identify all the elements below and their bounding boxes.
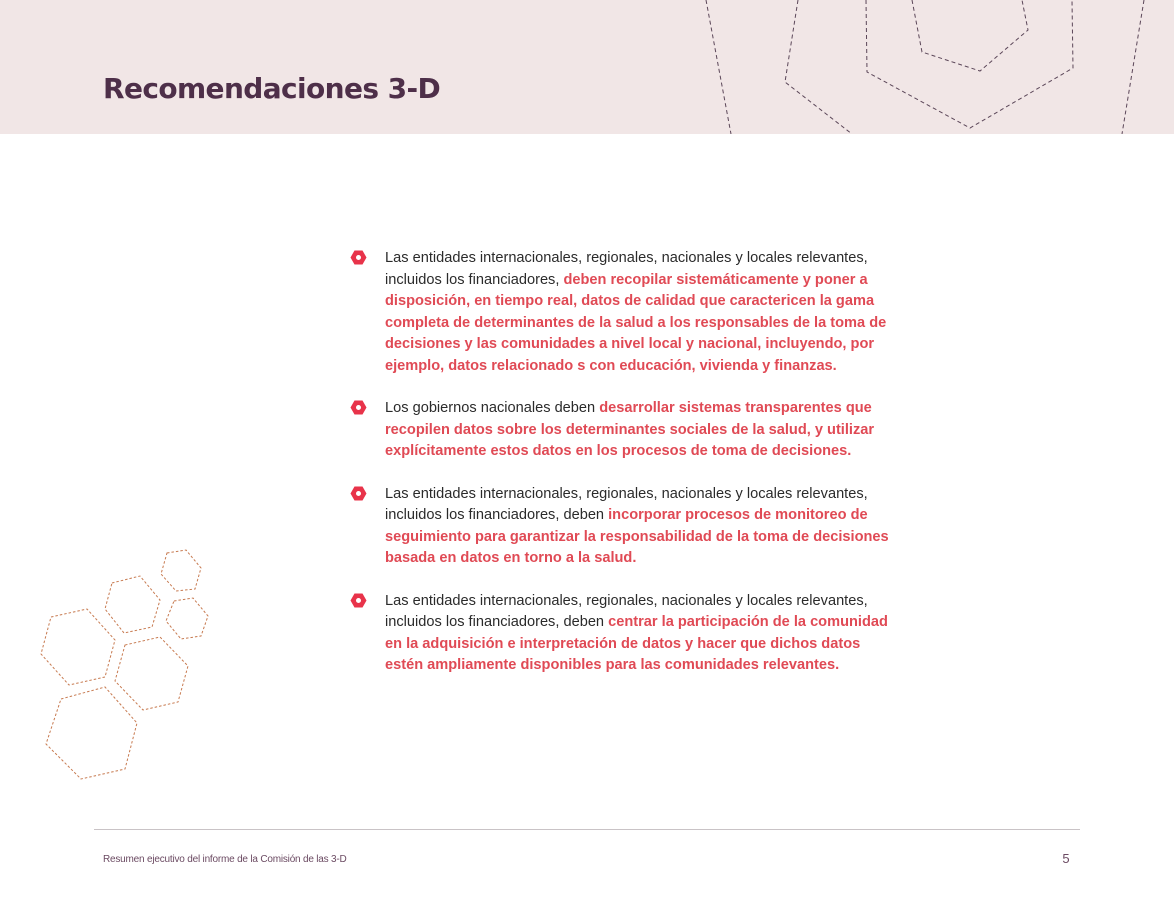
footer-report-title: Resumen ejecutivo del informe de la Comisión de las 3-D xyxy=(103,854,347,865)
hexagon-ring-icon xyxy=(350,486,367,501)
list-item xyxy=(350,248,890,377)
recommendations-list xyxy=(350,248,890,677)
recommendation-lead: Las entidades internacionales, regionales, nacionales y locales relevantes, incluidos los financiadores, deben xyxy=(385,592,868,630)
recommendation-highlight: deben recopilar sistemáticamente y poner a disposición, en tiempo real, datos de calidad que caractericen la gama completa de determinantes de la salud a los responsables de la toma de decisiones y las comunidades a nivel local y nacional, incluyendo, por ejemplo, datos relacionado s con educación, vivienda y finanzas. xyxy=(385,271,887,374)
recommendation-highlight: desarrollar sistemas transparentes que recopilen datos sobre los determinantes sociales de la salud, y utilizar explícitamente estos datos en los procesos de toma de decisiones. xyxy=(385,400,875,459)
recommendation-lead: Las entidades internacionales, regionales, nacionales y locales relevantes, incluidos los financiadores, xyxy=(385,250,868,288)
list-item xyxy=(350,484,890,570)
header-band xyxy=(0,0,1174,134)
recommendation-highlight: centrar la participación de la comunidad en la adquisición e interpretación de datos y hacer que dichos datos estén ampliamente disponibles para las comunidades relevantes. xyxy=(385,614,888,673)
recommendation-lead: Las entidades internacionales, regionales, nacionales y locales relevantes, incluidos los financiadores, deben xyxy=(385,485,868,523)
recommendation-lead: Los gobiernos nacionales deben xyxy=(385,400,600,416)
list-item xyxy=(350,591,890,677)
footer-divider xyxy=(94,829,1080,830)
hexagon-ring-icon xyxy=(350,250,367,265)
header-hexagon-decoration xyxy=(0,0,1174,134)
recommendation-highlight: incorporar procesos de monitoreo de seguimiento para garantizar la responsabilidad de la toma de decisiones basada en datos en torno a la salud. xyxy=(385,507,889,566)
list-item xyxy=(350,398,890,463)
hexagon-cluster-decoration xyxy=(0,530,230,790)
hexagon-ring-icon xyxy=(350,593,367,608)
page-title: Recomendaciones 3-D xyxy=(103,72,441,105)
page-number: 5 xyxy=(1062,851,1070,866)
hexagon-ring-icon xyxy=(350,400,367,415)
